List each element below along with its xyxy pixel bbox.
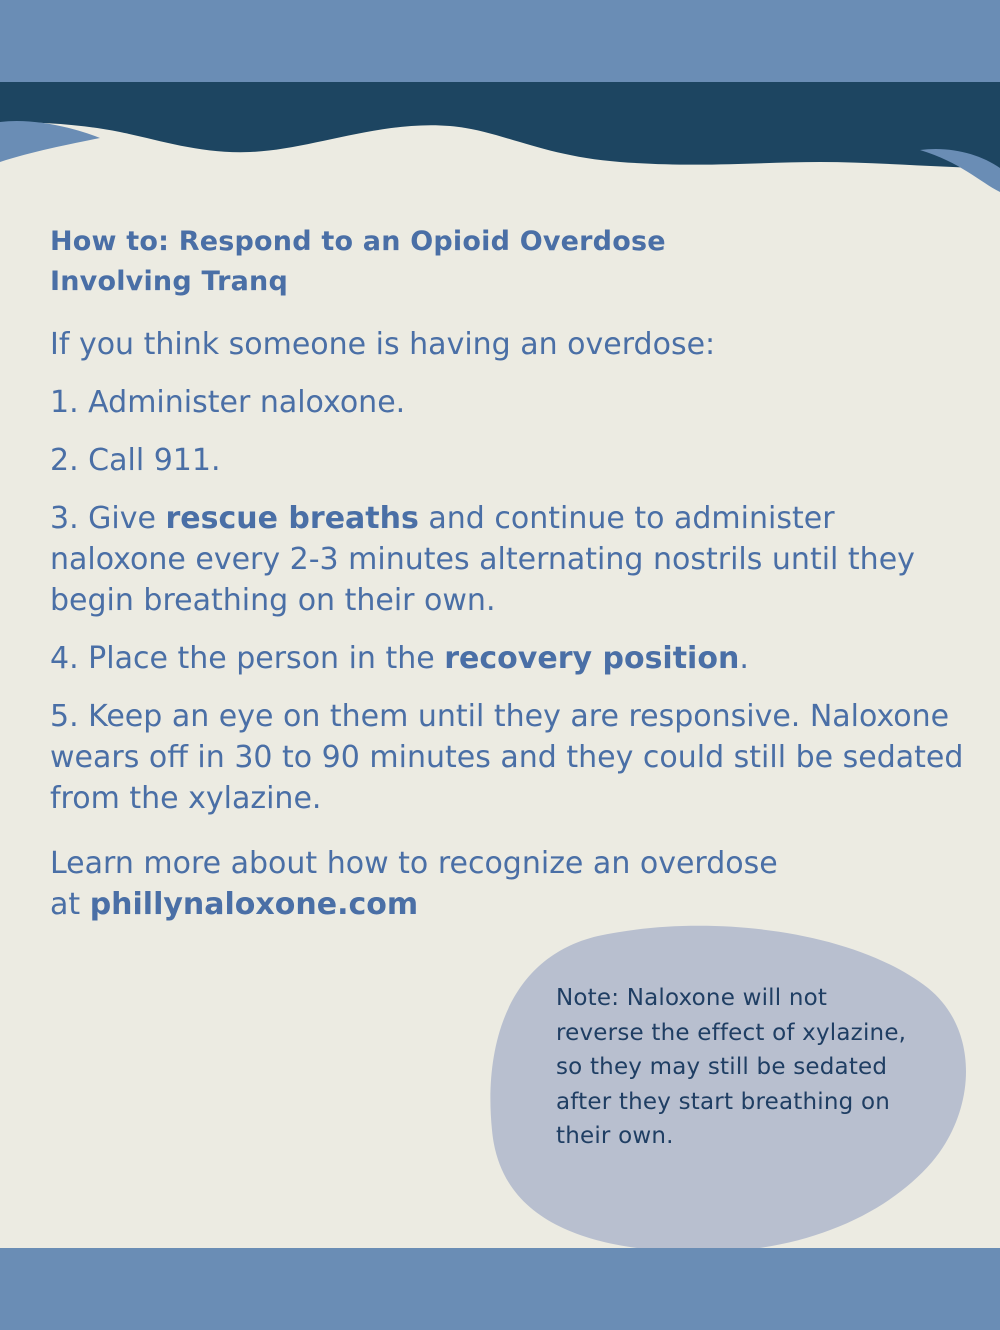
recovery-position-emphasis: recovery position bbox=[444, 641, 740, 676]
step-3-suffix: and continue to administer naloxone every 2-3 minutes alternating nostrils until they begin breathing on their own. bbox=[50, 501, 915, 618]
learn-more-line: Learn more about how to recognize an overdose bbox=[50, 846, 778, 881]
step-4-suffix: . bbox=[739, 641, 749, 676]
wave-dark-shape bbox=[0, 82, 1000, 168]
page-title bbox=[50, 222, 970, 302]
step-1: 1. Administer naloxone. bbox=[50, 385, 406, 420]
step-3 bbox=[50, 498, 970, 621]
main-content bbox=[50, 222, 970, 925]
rescue-breaths-emphasis: rescue breaths bbox=[165, 501, 419, 536]
step-5: 5. Keep an eye on them until they are responsive. Naloxone wears off in 30 to 90 minutes and they could still be sedated from the xylazine. bbox=[50, 699, 964, 816]
step-3-prefix: 3. Give bbox=[50, 501, 166, 536]
bottom-color-band bbox=[0, 1248, 1000, 1330]
note-text: Note: Naloxone will not reverse the effect of xylazine, so they may still be sedated after they start breathing on their own. bbox=[556, 985, 907, 1149]
wave-light-left bbox=[0, 121, 100, 162]
learn-more-at: at bbox=[50, 887, 90, 922]
intro-text: If you think someone is having an overdose: bbox=[50, 327, 716, 362]
website-link[interactable]: phillynaloxone.com bbox=[89, 887, 419, 922]
title-line-2: Involving Tranq bbox=[50, 266, 289, 297]
decorative-wave-header bbox=[0, 82, 1000, 212]
step-4-prefix: 4. Place the person in the bbox=[50, 641, 445, 676]
step-4 bbox=[50, 638, 970, 679]
top-color-band bbox=[0, 0, 1000, 82]
title-line-1: How to: Respond to an Opioid Overdose bbox=[50, 226, 666, 257]
step-2: 2. Call 911. bbox=[50, 443, 221, 478]
learn-more-text bbox=[50, 843, 970, 925]
